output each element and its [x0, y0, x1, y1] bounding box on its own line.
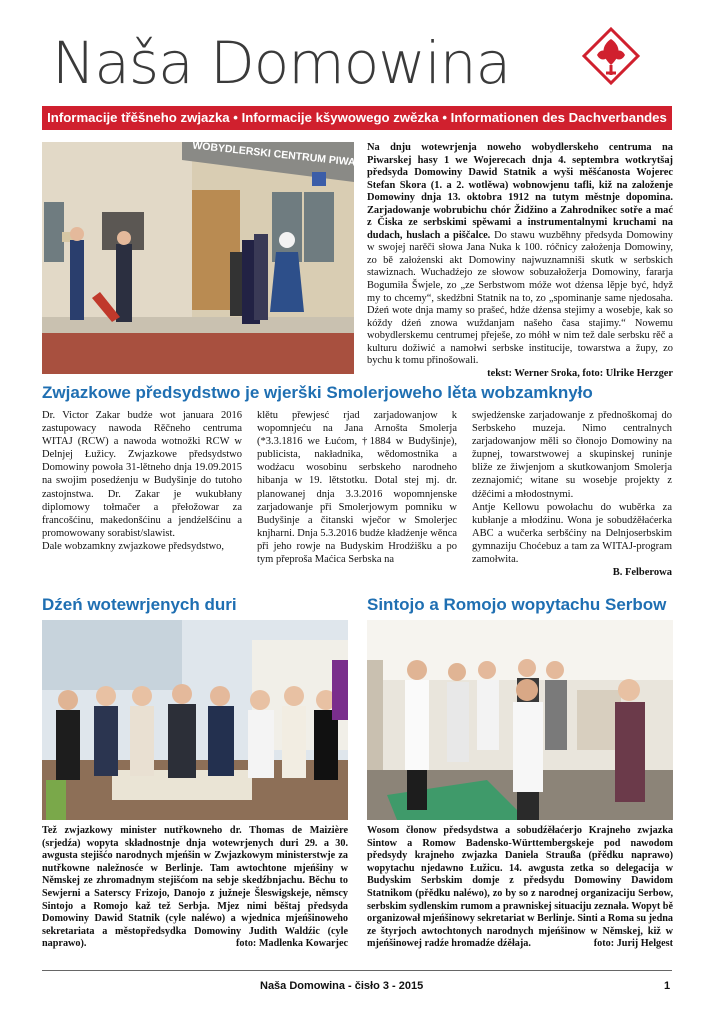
article3-caption-text: Tež zwjazkowy minister nutřkowneho dr. Thomas de Maizière (srjedźa) wopyta składnostnje dnja wotewrjenych duri 29. a 30. awgusta stejišćo narodnych mjeńšin w Zwjazkowym ministerstwje za nutřkowne naležnosće w Berlinje. Tam awtochtone mjeńšiny w Němskej ze zhromadnym stejišćom na sebje skedźbnjachu. Běchu to Sewjerni a Saterscy Frizojo, Danojo z južneje Šleswigskeje, němscy Sintojo a Romojo kaž tež Serbja. Mjez nimi běštaj předsyda Domowiny Dawid Statnik (cyle naléwo) a wjednica mjeńšinoweho sekretariata a městopředsydka Domowiny Judith Waldźic (cyle naprawo).	[42, 825, 348, 950]
article4-caption	[367, 825, 673, 951]
top-photo	[42, 139, 391, 374]
banner: Informacije třěšneho zwjazka • Informacije kšywowego zwězka • Informationen des Dachverbandes	[42, 106, 672, 130]
linden-leaf-logo-icon	[580, 25, 642, 87]
article2-column-2	[257, 409, 457, 566]
article2-column-1	[42, 409, 242, 553]
article2-headline: Zwjazkowe předsydstwo je wjerški Smolerjoweho lěta wobzamknyło	[42, 383, 593, 402]
article4-photo	[367, 620, 673, 820]
article2-credit: B. Felberowa	[612, 567, 672, 579]
masthead-title: Naša Domowina	[52, 29, 511, 97]
page-number: 1	[664, 980, 671, 992]
intro-credit: tekst: Werner Sroka, foto: Ulrike Herzger	[487, 367, 673, 379]
article2-col1b-text: Dale wobzamkny zwjazkowe předsydstwo,	[42, 540, 224, 552]
article2-col3b-text: Antje Kellowu powołachu do wuběrka za kubłanje a młodźinu. Wona je sobudźěłaćerka ABC a wučerka serbšćiny na Delnjoserbskim gymnaziju Choćebuz a tam za WITAJ-program zamołwita.	[472, 501, 672, 566]
article4-credit: foto: Jurij Helgest	[593, 938, 673, 950]
article2-col1-text: Dr. Victor Zakar budźe wot januara 2016 zastupowacy nawoda Rěčneho centruma WITAJ (RCW) a nawoda wotnožki RCW w Delnjej Łužicy. Zwjazkowe předsydstwo Domowiny powoła 31-lětneho dnja 19.09.2015 na swojim posedźenju w Budyšinje do tutoho zastojnstwa. Dr. Zakar je wukubłany diplomowy tołmačer a přełožowar za francošćinu, makedonšćinu a jendźelšćinu a promowowany sorabist/slawist.	[42, 410, 242, 539]
article2-col2-text: klětu přewjesć rjad zarjadowanjow k wopomnjeću na Jana Arnošta Smolerja (*3.3.1816 we Łućom, †1884 w Budyšinje), publicista, nakładnika, wědomostnika a wodźacu wosobinu serbskeho narodneho hibanja w 19. lětstotku. Dotal stej mj. dr. planowanej dnja 3.3.2016 wopomnjenske zarjadowanje při Smolerjowym pomniku w Budyšinje a čitanski wječor w Smolerjec knjharni. Dnja 5.3.2016 budźe kładźenje wěnca při jeho rowje na Budyskim Hrodźišku a po tym přeproša Maćica Serbska na	[257, 410, 458, 566]
article4-headline: Sintojo a Romojo wopytachu Serbow	[367, 595, 667, 614]
article3-photo	[42, 620, 348, 820]
footer-rule	[42, 970, 672, 971]
intro-body: Do stawu wuzběhny předsyda Domowiny w swojej narěči słowa Jana Nuka k 100. róčnicy założenja Domowiny, zo bě założenski akt Domowiny najwuznamniši skutk w serbskich stawiznach. Wuchadźejo ze słowow sobuzałožerja Domowiny, fararja Bogumiła Šwjele, zo „ze Serbstwom móže wot dźensa lěpje być, hdyž my to chcemy“, skedźbni Statnik na to, zo „spominanje same njedosaha. Dźeń wote dnja mamy so prašeć, hdźe dźensa stejimy a wosebje, kak so kóždy dźeń znowa wuždanjam našeho časa stajimy.“ Nowemu wobydlerskemu centrumej přeješe, zo móhł w nim tež dale serbsku rěč a kulturu dožiwić a namołwi serbske institucije, towarstwa a župy, zo bychu k tomu přinošowali.	[367, 229, 673, 367]
article3-caption	[42, 825, 348, 951]
intro-article	[367, 142, 673, 380]
intro-lead: Na dnju wotewrjenja noweho wobydlerskeho centruma na Piwarskej hasy 1 we Wojerecach dnja 4. septembra wotkrytšaj předsyda Domowiny Dawid Statnik a wyši měšćanosta Wojerec Stefan Skora (1. a 2. wotlěwa) wobnowjenu tafli, kiž na založenje Domowiny dnja 13. oktobra 1912 na tutym městnje dopomina. Zarjadowanje wobrubichu chór Židžino a Zahrodnikec sotře a mać z Čiska ze serbskimi spěwami a instrumentalnymi kruchami na dudach, huslach a piščalce.	[367, 142, 673, 241]
article3-credit: foto: Madlenka Kowarjec	[235, 938, 348, 950]
article3-headline: Dźeń wotewrjenych duri	[42, 595, 237, 614]
article2-col3-text: swjedźenske zarjadowanje z přednoškomaj do Serbskeho muzeja. Nimo centralnych zarjadowanjow měli so čłonojo Domowiny na župnej, towarstwowej a skupinskej runinje bliže ze žiwjenjom a skutkowanjom Smolerja zeznajomić; witane su wosebje projekty z dźěćimi a młodostnymi.	[472, 410, 672, 500]
article4-caption-text: Wosom čłonow předsydstwa a sobudźěłaćerjo Krajneho zwjazka Sintow a Romow Badensko-Württembergskeje pod nawodom předsydy krajneho zwjazka Daniela Straußa (přědku naprawo) wopytachu njedawno Łužicu. 14. awgusta zetka so delegacija w Budyskim Serbskim domje z předsydu Domowiny Dawidom Statnikom (přědku naléwo), zo by so z narodnej organizaciju Serbow, serbskim sydlenskim rumom a prawniskej situaciju zeznała. Wopyt bě organizował mjeńšinowy sekretariat w Berlinje. Sinti a Roma su jedna ze štyrjoch awtochtonych narodnych mjeńšinow w Němskej, kiž w mjeńšinowej radźe hromadźe dźěłaja.	[367, 825, 673, 950]
article2-column-3	[472, 409, 672, 579]
footer-issue: Naša Domowina - čisło 3 - 2015	[260, 980, 424, 992]
photo-sign: WOBYDLERSKI CENTRUM PIWARSKEJ	[191, 139, 391, 173]
